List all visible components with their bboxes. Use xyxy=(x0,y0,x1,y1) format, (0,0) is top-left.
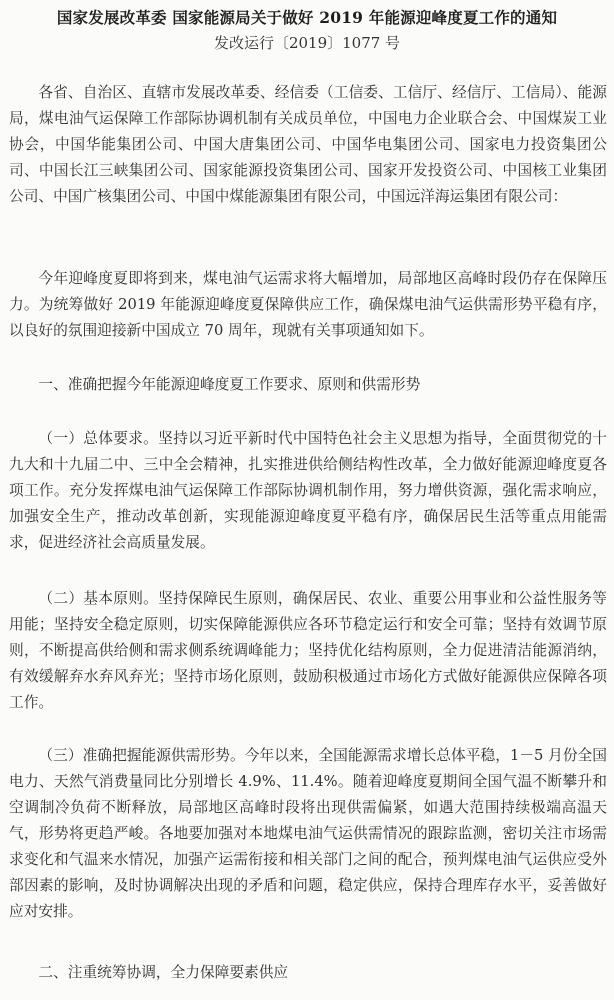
addressee-paragraph: 各省、自治区、直辖市发展改革委、经信委（工信委、工信厅、经信厅、工信局）、能源局，煤电油气运保障工作部际协调机制有关成员单位，中国电力企业联合会、中国煤炭工业协会，中国华能集团公司、中国大唐集团公司、中国华电集团公司、国家电力投资集团公司、中国长江三峡集团公司、国家能源投资集团公司、国家开发投资公司、中国核工业集团公司、中国广核集团公司、中国中煤能源集团有限公司，中国远洋海运集团有限公司： xyxy=(9,84,607,205)
intro-paragraph: 今年迎峰度夏即将到来，煤电油气运需求将大幅增加，局部地区高峰时段仍存在保障压力。为统筹做好 2019 年能源迎峰度夏保障供应工作，确保煤电油气运供需形势平稳有序，以良好的氛围迎接新中国成立 70 周年，现就有关事项通知如下。 xyxy=(9,270,607,339)
paragraph-general-requirements: （一）总体要求。坚持以习近平新时代中国特色社会主义思想为指导，全面贯彻党的十九大和十九届二中、三中全会精神，扎实推进供给侧结构性改革，全力做好能源迎峰度夏各项工作。充分发挥煤电油气运保障工作部际协调机制作用，努力增供资源，强化需求响应，加强安全生产，推动改革创新，实现能源迎峰度夏平稳有序，确保居民生活等重点用能需求，促进经济社会高质量发展。 xyxy=(9,430,607,551)
paragraph-supply-demand: （三）准确把握能源供需形势。今年以来，全国能源需求增长总体平稳，1－5 月份全国电力、天然气消费量同比分别增长 4.9%、11.4%。随着迎峰度夏期间全国气温不断攀升和空调制冷负荷不断释放，局部地区高峰时段将出现供需偏紧，如遇大范围持续极端高温天气，形势将更趋严峻。各地要加强对本地煤电油气运供需情况的跟踪监测，密切关注市场需求变化和气温来水情况，加强产运需衔接和相关部门之间的配合，预判煤电油气运供应受外部因素的影响，及时协调解决出现的矛盾和问题，稳定供应，保持合理库存水平，妥善做好应对安排。 xyxy=(9,747,607,920)
document-number: 发改运行〔2019〕1077 号 xyxy=(213,34,401,52)
paragraph-basic-principles: （二）基本原则。坚持保障民生原则，确保居民、农业、重要公用事业和公益性服务等用能；坚持安全稳定原则，切实保障能源供应各环节稳定运行和安全可靠；坚持有效调节原则，不断提高供给侧和需求侧系统调峰能力；坚持优化结构原则，全力促进清洁能源消纳，有效缓解弃水弃风弃光；坚持市场化原则，鼓励积极通过市场化方式做好能源供应保障各项工作。 xyxy=(9,590,607,711)
document-title: 国家发展改革委 国家能源局关于做好 2019 年能源迎峰度夏工作的通知 xyxy=(56,8,558,27)
section-1-heading: 一、准确把握今年能源迎峰度夏工作要求、原则和供需形势 xyxy=(38,376,421,393)
section-2-heading: 二、注重统筹协调，全力保障要素供应 xyxy=(38,964,289,981)
